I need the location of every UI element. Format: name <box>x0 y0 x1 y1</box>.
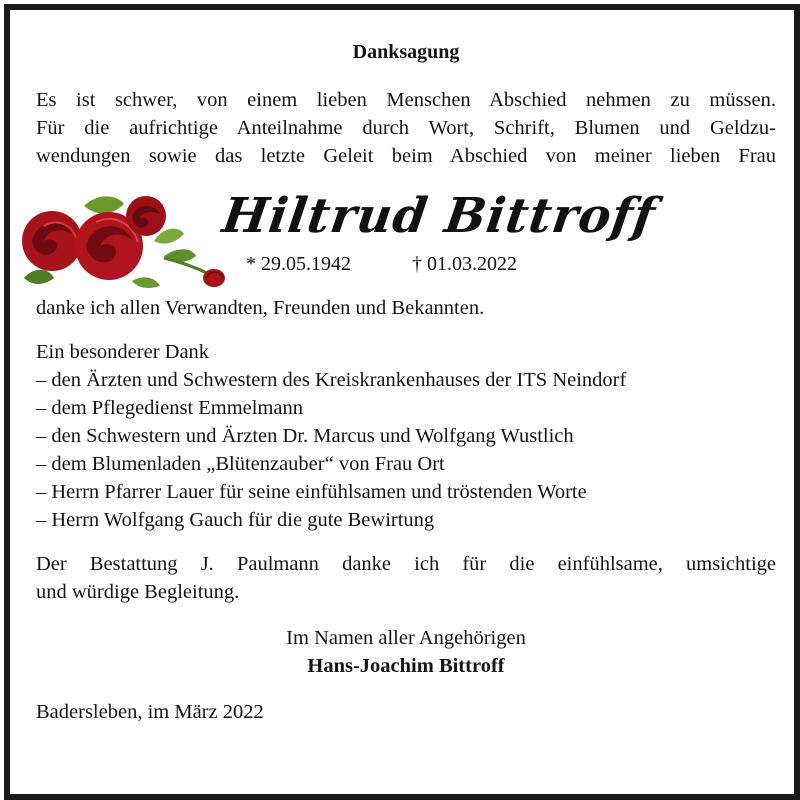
funeral-thanks-line-1: Der Bestattung J. Paulmann danke ich für die einfühlsame, umsichtige <box>36 553 776 575</box>
notice-content <box>36 40 776 726</box>
place-date: Badersleben, im März 2022 <box>36 701 264 723</box>
list-item: – dem Blumenladen „Blütenzauber“ von Frau Ort <box>36 453 445 475</box>
intro-line-3: wendungen sowie das letzte Geleit beim Abschied von meiner lieben Frau <box>36 145 776 167</box>
intro-line-2: Für die aufrichtige Anteilnahme durch Wort, Schrift, Blumen und Geldzu- <box>36 117 776 139</box>
funeral-thanks <box>36 550 776 606</box>
list-item: – den Ärzten und Schwestern des Kreiskrankenhauses der ITS Neindorf <box>36 369 627 391</box>
special-thanks-list <box>36 338 776 534</box>
signature-intro: Im Namen aller Angehörigen <box>286 627 526 649</box>
special-thanks-heading: Ein besonderer Dank <box>36 341 210 363</box>
thanks-line: danke ich allen Verwandten, Freunden und Bekannten. <box>36 297 485 319</box>
notice-frame <box>4 4 800 800</box>
list-item: – Herrn Wolfgang Gauch für die gute Bewirtung <box>36 509 435 531</box>
deceased-block <box>36 174 776 292</box>
signature-name: Hans-Joachim Bittroff <box>307 655 505 677</box>
life-dates <box>246 250 517 278</box>
death-date: † 01.03.2022 <box>412 253 517 275</box>
funeral-thanks-line-2: und würdige Begleitung. <box>36 581 240 603</box>
intro-paragraph <box>36 86 776 170</box>
list-item: – den Schwestern und Ärzten Dr. Marcus und Wolfgang Wustlich <box>36 425 574 447</box>
list-item: – Herrn Pfarrer Lauer für seine einfühlsamen und tröstenden Worte <box>36 481 587 503</box>
signature-block <box>36 624 776 680</box>
list-item: – dem Pflegedienst Emmelmann <box>36 397 304 419</box>
birth-date: * 29.05.1942 <box>246 253 351 275</box>
notice-title: Danksagung <box>352 41 460 63</box>
intro-line-1: Es ist schwer, von einem lieben Menschen Abschied nehmen zu müssen. <box>36 89 776 111</box>
deceased-name: Hiltrud Bittroff <box>218 188 660 244</box>
